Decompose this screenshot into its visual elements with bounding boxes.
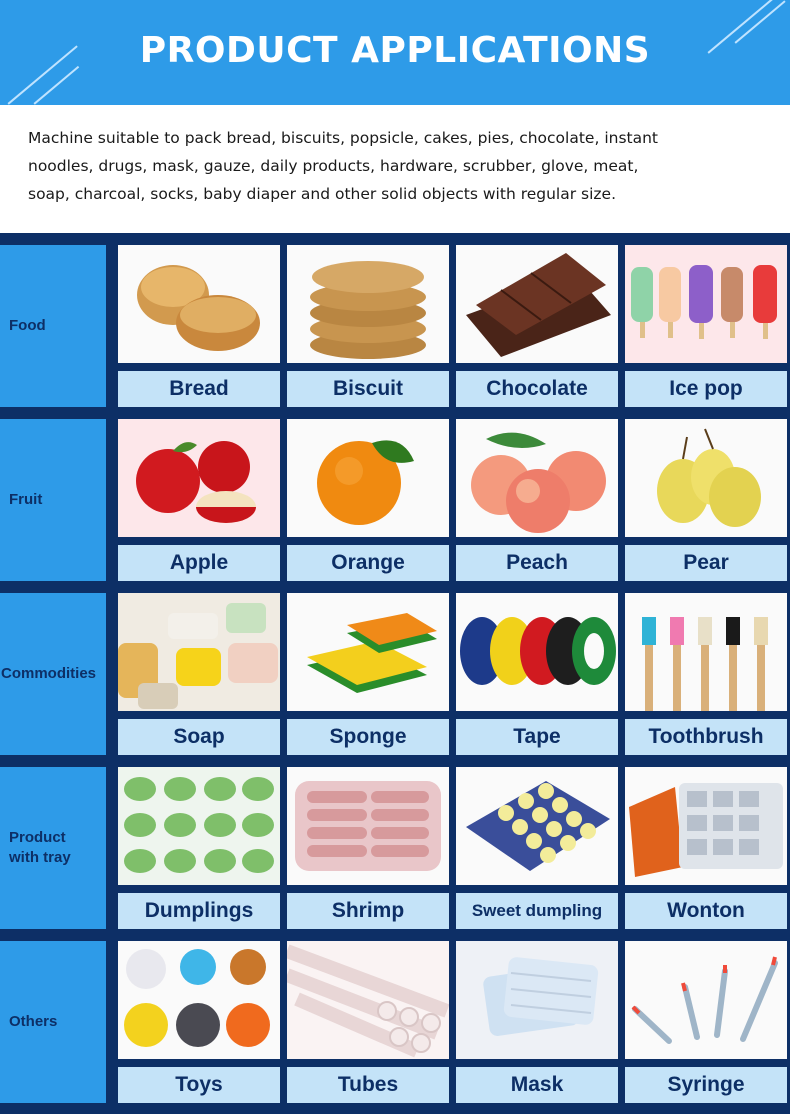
category-label: Commodities bbox=[0, 593, 106, 755]
ice-pop-icon bbox=[625, 245, 787, 363]
product-card-biscuit bbox=[287, 245, 449, 407]
apple-icon bbox=[118, 419, 280, 537]
product-label: Orange bbox=[287, 545, 449, 581]
product-label: Toys bbox=[118, 1067, 280, 1103]
product-card-sponge bbox=[287, 593, 449, 755]
product-label: Peach bbox=[456, 545, 618, 581]
product-label: Apple bbox=[118, 545, 280, 581]
product-label: Dumplings bbox=[118, 893, 280, 929]
product-card-wonton bbox=[625, 767, 787, 929]
chocolate-icon bbox=[456, 245, 618, 363]
product-card-pear bbox=[625, 419, 787, 581]
product-label: Toothbrush bbox=[625, 719, 787, 755]
toothbrush-icon bbox=[625, 593, 787, 711]
category-label bbox=[0, 767, 106, 929]
shrimp-icon bbox=[287, 767, 449, 885]
page-title: PRODUCT APPLICATIONS bbox=[139, 30, 651, 71]
product-card-tubes bbox=[287, 941, 449, 1103]
category-label: Fruit bbox=[0, 419, 106, 581]
intro-text bbox=[28, 124, 668, 208]
product-card-orange bbox=[287, 419, 449, 581]
category-row-fruit bbox=[0, 419, 790, 581]
product-label: Sweet dumpling bbox=[456, 893, 618, 929]
intro-line: noodles, drugs, mask, gauze, daily products, hardware, scrubber, glove, meat, bbox=[28, 157, 639, 175]
product-card-bread bbox=[118, 245, 280, 407]
product-card-shrimp bbox=[287, 767, 449, 929]
category-row-food bbox=[0, 245, 790, 407]
product-card-sweet-dumpling bbox=[456, 767, 618, 929]
product-label: Biscuit bbox=[287, 371, 449, 407]
category-label: Food bbox=[0, 245, 106, 407]
sweet-dumpling-icon bbox=[456, 767, 618, 885]
product-card-syringe bbox=[625, 941, 787, 1103]
soap-icon bbox=[118, 593, 280, 711]
product-card-toothbrush bbox=[625, 593, 787, 755]
product-card-chocolate bbox=[456, 245, 618, 407]
decorative-line bbox=[34, 66, 79, 104]
product-label: Tape bbox=[456, 719, 618, 755]
product-label: Ice pop bbox=[625, 371, 787, 407]
product-card-tape bbox=[456, 593, 618, 755]
wonton-icon bbox=[625, 767, 787, 885]
product-label: Wonton bbox=[625, 893, 787, 929]
product-card-soap bbox=[118, 593, 280, 755]
product-label: Shrimp bbox=[287, 893, 449, 929]
intro-line: soap, charcoal, socks, baby diaper and other solid objects with regular size. bbox=[28, 185, 617, 203]
peach-icon bbox=[456, 419, 618, 537]
product-label: Bread bbox=[118, 371, 280, 407]
syringe-icon bbox=[625, 941, 787, 1059]
product-label: Mask bbox=[456, 1067, 618, 1103]
product-card-mask bbox=[456, 941, 618, 1103]
product-label: Chocolate bbox=[456, 371, 618, 407]
dumplings-icon bbox=[118, 767, 280, 885]
bread-icon bbox=[118, 245, 280, 363]
product-grid bbox=[0, 233, 790, 1114]
product-card-ice-pop bbox=[625, 245, 787, 407]
mask-icon bbox=[456, 941, 618, 1059]
product-card-dumplings bbox=[118, 767, 280, 929]
pear-icon bbox=[625, 419, 787, 537]
category-row-others bbox=[0, 941, 790, 1103]
product-label: Sponge bbox=[287, 719, 449, 755]
product-card-toys bbox=[118, 941, 280, 1103]
category-row-product-with-tray bbox=[0, 767, 790, 929]
orange-icon bbox=[287, 419, 449, 537]
product-label: Soap bbox=[118, 719, 280, 755]
header-banner bbox=[0, 0, 790, 105]
category-label: Others bbox=[0, 941, 106, 1103]
intro-line: Machine suitable to pack bread, biscuits, popsicle, cakes, pies, chocolate, instant bbox=[28, 129, 658, 147]
product-label: Syringe bbox=[625, 1067, 787, 1103]
product-label: Pear bbox=[625, 545, 787, 581]
biscuit-icon bbox=[287, 245, 449, 363]
product-label: Tubes bbox=[287, 1067, 449, 1103]
tubes-icon bbox=[287, 941, 449, 1059]
product-card-apple bbox=[118, 419, 280, 581]
category-row-commodities bbox=[0, 593, 790, 755]
category-label-line: Product bbox=[9, 829, 66, 846]
tape-icon bbox=[456, 593, 618, 711]
product-card-peach bbox=[456, 419, 618, 581]
toys-icon bbox=[118, 941, 280, 1059]
category-label-line: with tray bbox=[9, 849, 71, 866]
sponge-icon bbox=[287, 593, 449, 711]
